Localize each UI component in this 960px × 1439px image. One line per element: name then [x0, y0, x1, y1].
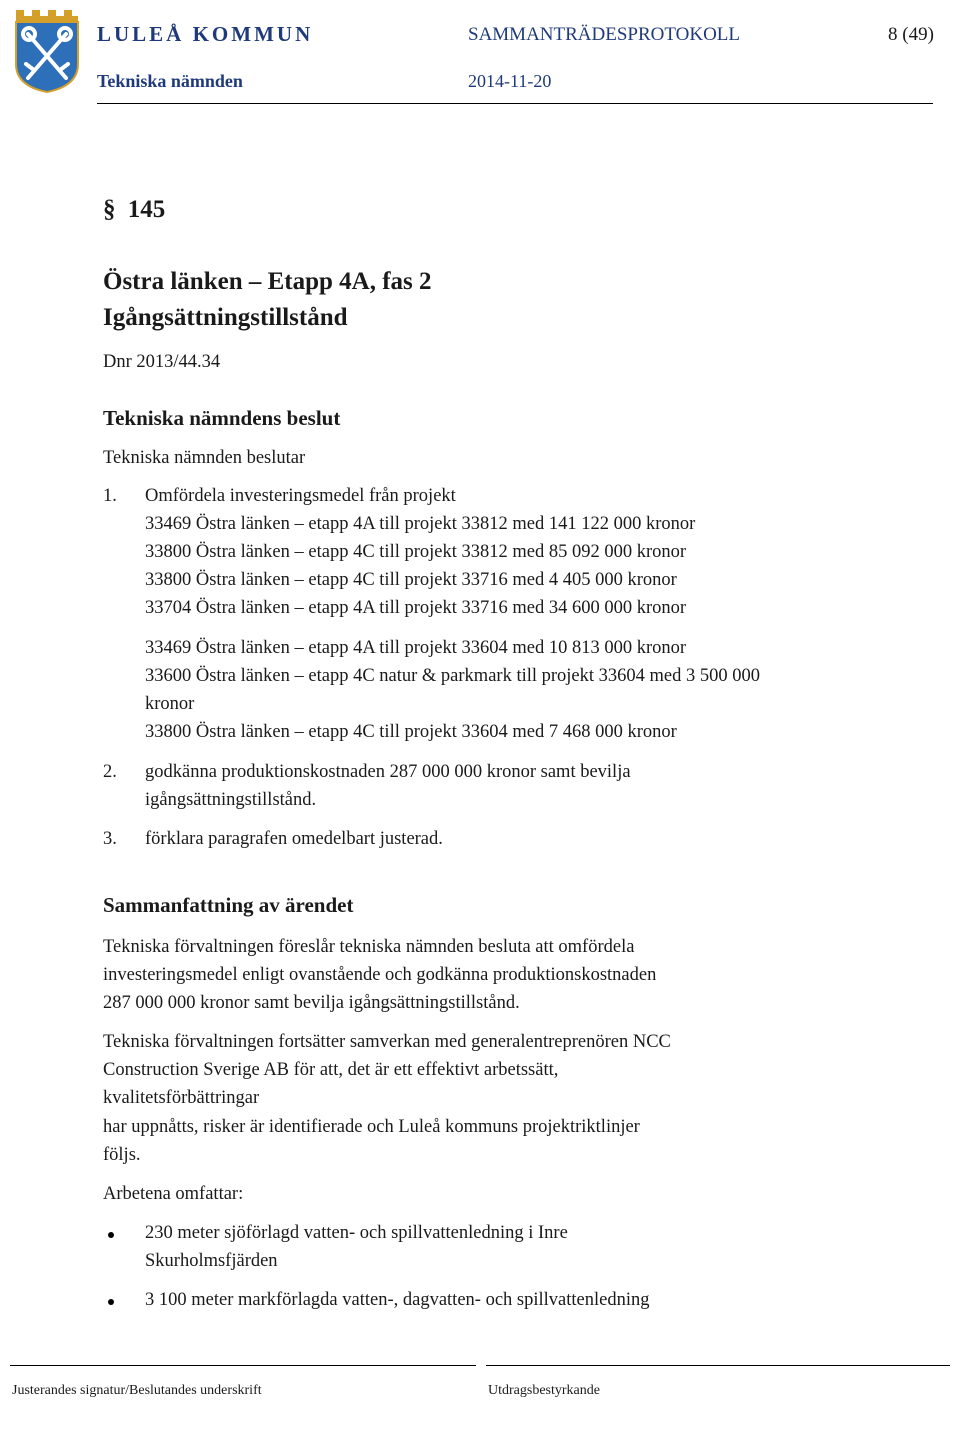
- item-1-line: 33800 Östra länken – etapp 4C till projekt 33716 med 4 405 000 kronor: [145, 570, 677, 590]
- item-2-number: 2.: [103, 762, 117, 782]
- paragraph-sign: §: [103, 196, 116, 223]
- committee-name: Tekniska nämnden: [97, 71, 243, 91]
- page-number: 8 (49): [888, 24, 934, 45]
- item-1-line: 33600 Östra länken – etapp 4C natur & parkmark till projekt 33604 med 3 500 000: [145, 666, 761, 686]
- case-number: Dnr 2013/44.34: [103, 352, 221, 372]
- municipality-name: LULEÅ KOMMUN: [97, 22, 314, 46]
- summary-text: Construction Sverige AB för att, det är ett effektivt arbetssätt,: [103, 1060, 559, 1080]
- summary-text: Tekniska förvaltningen föreslår tekniska nämnden besluta att omfördela: [103, 937, 635, 957]
- item-1-line: 33800 Östra länken – etapp 4C till projekt 33812 med 85 092 000 kronor: [145, 542, 687, 562]
- crest-logo: [12, 4, 82, 94]
- paragraph-heading: [103, 196, 165, 224]
- header-divider: [97, 103, 933, 104]
- item-1-line: Omfördela investeringsmedel från projekt: [145, 486, 456, 506]
- document-type: SAMMANTRÄDESPROTOKOLL: [468, 24, 741, 45]
- section-title-line-1: Östra länken – Etapp 4A, fas 2: [103, 268, 432, 295]
- item-3-line: förklara paragrafen omedelbart justerad.: [145, 829, 443, 849]
- bullet-item: 230 meter sjöförlagd vatten- och spillvattenledning i Inre: [145, 1223, 568, 1243]
- extract-line: [486, 1365, 950, 1366]
- summary-text: följs.: [103, 1145, 141, 1165]
- item-1-line: 33800 Östra länken – etapp 4C till projekt 33604 med 7 468 000 kronor: [145, 722, 677, 742]
- summary-text: kvalitetsförbättringar: [103, 1088, 260, 1108]
- item-1-number: 1.: [103, 486, 117, 506]
- signature-label: Justerandes signatur/Beslutandes underskrift: [12, 1383, 262, 1398]
- item-1-line: 33469 Östra länken – etapp 4A till projekt 33812 med 141 122 000 kronor: [145, 514, 696, 534]
- item-1-line: 33704 Östra länken – etapp 4A till projekt 33716 med 34 600 000 kronor: [145, 598, 687, 618]
- summary-text: 287 000 000 kronor samt bevilja igångsättningstillstånd.: [103, 993, 520, 1013]
- item-3-number: 3.: [103, 829, 117, 849]
- summary-text: investeringsmedel enligt ovanstående och godkänna produktionskostnaden: [103, 965, 657, 985]
- summary-text: har uppnåtts, risker är identifierade och Luleå kommuns projektriktlinjer: [103, 1117, 640, 1137]
- meeting-date: 2014-11-20: [468, 71, 552, 91]
- paragraph-number: 145: [127, 196, 166, 223]
- signature-line: [10, 1365, 476, 1366]
- item-1-line: 33469 Östra länken – etapp 4A till projekt 33604 med 10 813 000 kronor: [145, 638, 687, 658]
- summary-text: Tekniska förvaltningen fortsätter samverkan med generalentreprenören NCC: [103, 1032, 671, 1052]
- bullet-item: Skurholmsfjärden: [145, 1251, 278, 1271]
- summary-heading: Sammanfattning av ärendet: [103, 893, 354, 917]
- bullet-item: 3 100 meter markförlagda vatten-, dagvatten- och spillvattenledning: [145, 1290, 650, 1310]
- item-2-line: igångsättningstillstånd.: [145, 790, 317, 810]
- bullet-icon: [108, 1232, 114, 1238]
- decision-heading: Tekniska nämndens beslut: [103, 406, 341, 430]
- decision-intro: Tekniska nämnden beslutar: [103, 448, 306, 468]
- section-title-line-2: Igångsättningstillstånd: [103, 304, 348, 331]
- item-1-line: kronor: [145, 694, 195, 714]
- extract-label: Utdragsbestyrkande: [488, 1383, 600, 1398]
- bullet-icon: [108, 1299, 114, 1305]
- works-label: Arbetena omfattar:: [103, 1184, 244, 1204]
- item-2-line: godkänna produktionskostnaden 287 000 000 kronor samt bevilja: [145, 762, 631, 782]
